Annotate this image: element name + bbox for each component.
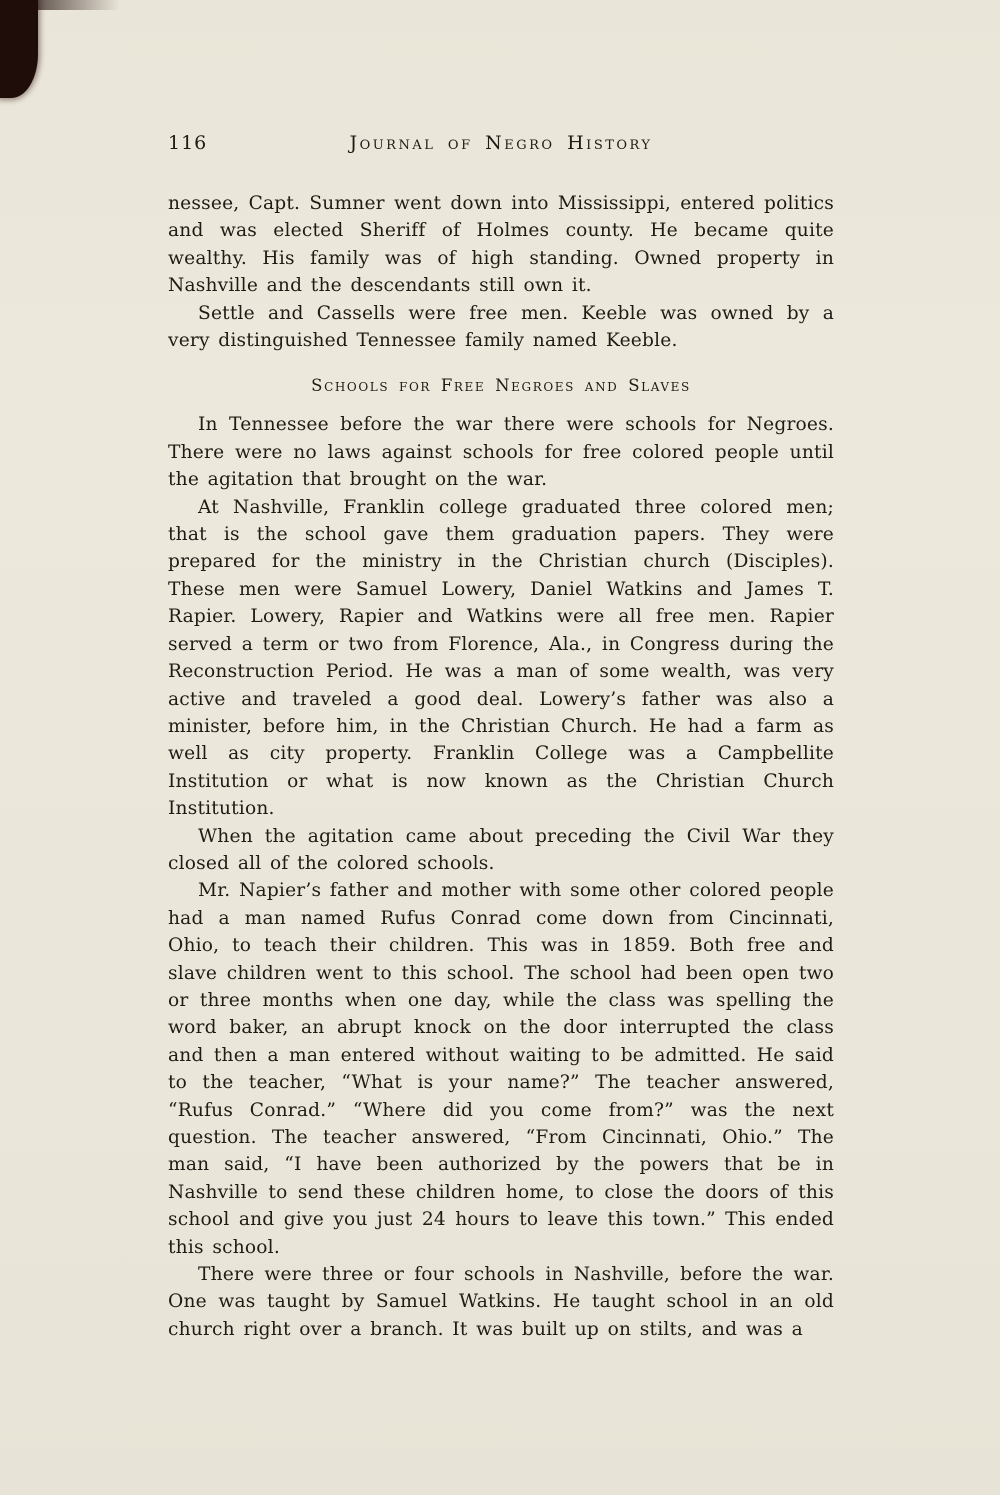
paragraph: In Tennessee before the war there were schools for Negroes. There were no laws against schools for free colored people until the agitation that brought on the war. xyxy=(168,414,834,491)
paragraph: At Nashville, Franklin college graduated three colored men; that is the school gave them graduation papers. They were prepared for the ministry in the Christian church (Disciples). These men were Samuel Lowery, Daniel Watkins and James T. Rapier. Lowery, Rapier and Watkins were all free men. Rapier served a term or two from Florence, Ala., in Congress during the Reconstruction Period. He was a man of some wealth, was very active and traveled a good deal. Lowery’s father was also a minister, before him, in the Christian Church. He had a farm as well as city property. Franklin College was a Campbellite Institution or what is now known as the Christian Church Institution. xyxy=(168,496,834,820)
paragraph: Settle and Cassells were free men. Keeble was owned by a very distinguished Tennessee family named Keeble. xyxy=(168,302,834,352)
journal-running-title: Journal of Negro History xyxy=(349,132,653,154)
page-number: 116 xyxy=(168,132,208,154)
section-heading: Schools for Free Negroes and Slaves xyxy=(311,376,691,396)
text-block xyxy=(168,132,834,1343)
scan-edge-artifact xyxy=(0,0,38,98)
scan-edge-artifact-top xyxy=(0,0,120,10)
paragraph: nessee, Capt. Sumner went down into Mississippi, entered politics and was elected Sheriff of Holmes county. He became quite wealthy. His family was of high standing. Owned property in Nashville and the descendants still own it. xyxy=(168,193,834,297)
paragraph: Mr. Napier’s father and mother with some other colored people had a man named Rufus Conrad come down from Cincinnati, Ohio, to teach their children. This was in 1859. Both free and slave children went to this school. The school had been open two or three months when one day, while the class was spelling the word baker, an abrupt knock on the door interrupted the class and then a man entered without waiting to be admitted. He said to the teacher, “What is your name?” The teacher answered, “Rufus Conrad.” “Where did you come from?” was the next question. The teacher answered, “From Cincinnati, Ohio.” The man said, “I have been authorized by the powers that be in Nashville to send these children home, to close the doors of this school and give you just 24 hours to leave this town.” This ended this school. xyxy=(168,880,834,1258)
paragraph: There were three or four schools in Nashville, before the war. One was taught by Samuel Watkins. He taught school in an old church right over a branch. It was built up on stilts, and was a xyxy=(168,1264,834,1340)
paragraph: When the agitation came about preceding the Civil War they closed all of the colored schools. xyxy=(168,825,834,874)
page-header xyxy=(168,132,834,158)
